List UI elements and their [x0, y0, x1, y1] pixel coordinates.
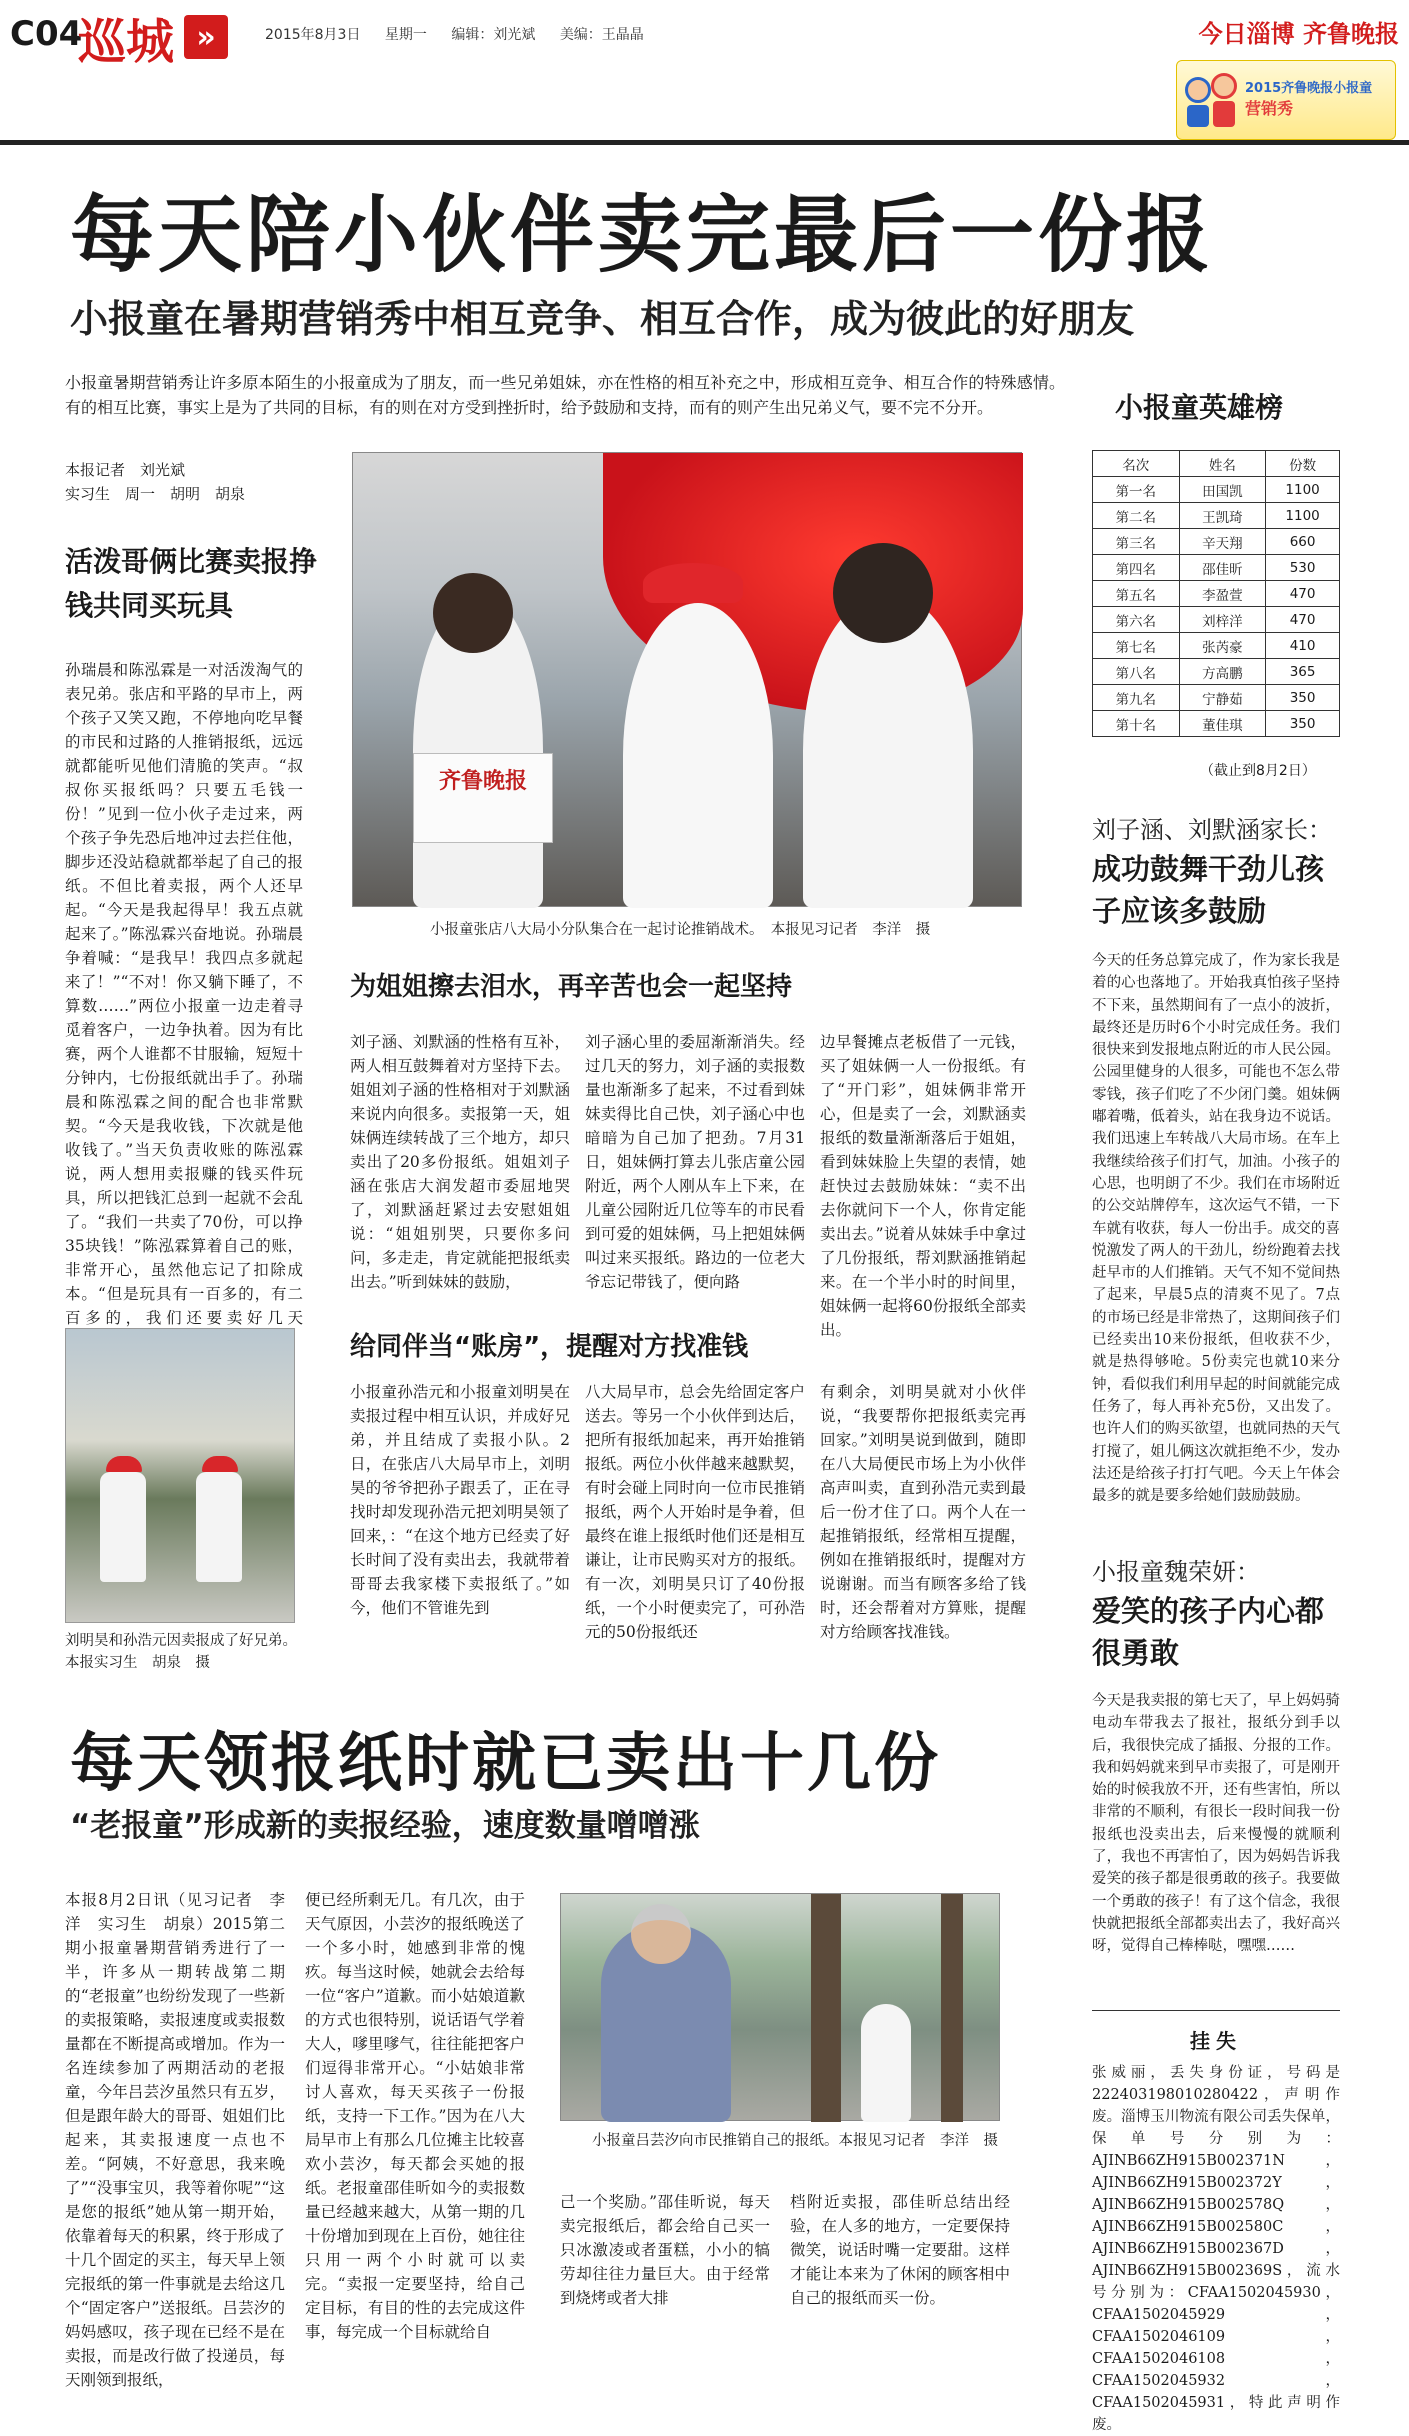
table-header-row — [1093, 451, 1340, 477]
section-heading-2: 为姐姐擦去泪水，再辛苦也会一起坚持 — [350, 972, 793, 1002]
rank-cell: 第六名 — [1093, 607, 1180, 633]
subheadline: 小报童在暑期营销秀中相互竞争、相互合作，成为彼此的好朋友 — [70, 297, 1135, 341]
count-cell: 410 — [1266, 633, 1340, 659]
count-cell: 1100 — [1266, 503, 1340, 529]
count-cell: 1100 — [1266, 477, 1340, 503]
rank-cell: 第八名 — [1093, 659, 1180, 685]
rank-cell: 第一名 — [1093, 477, 1180, 503]
name-cell: 董佳琪 — [1179, 711, 1266, 737]
article2-col4: 档附近卖报，邵佳昕总结出经验，在人多的地方，一定要保持微笑，说话时嘴一定要甜。这样才能让本来为了休闲的顾客相中自己的报纸而买一份。 — [790, 2193, 1010, 2307]
cartoon-kids-icon — [1185, 69, 1245, 131]
count-cell: 470 — [1266, 581, 1340, 607]
rank-cell: 第九名 — [1093, 685, 1180, 711]
issue-designer: 美编：王晶晶 — [559, 27, 644, 43]
page-number: C04 — [10, 14, 83, 54]
campaign-badge — [1176, 60, 1396, 140]
section-body-2-col1: 刘子涵、刘默涵的性格有互补，两人相互鼓舞着对方坚持下去。姐姐刘子涵的性格相对于刘默涵来说内向很多。卖报第一天，姐妹俩连续转战了三个地方，却只卖出了20多份报纸。姐姐刘子涵在张店大润发超市委屈地哭了，刘默涵赶紧过去安慰姐姐说：“姐姐别哭，只要你多问问，多走走，肯定就能把报纸卖出去。”听到妹妹的鼓励， — [350, 1033, 570, 1291]
name-cell: 宁静茹 — [1179, 685, 1266, 711]
rank-cell: 第七名 — [1093, 633, 1180, 659]
ranking-title: 小报童英雄榜 — [1115, 391, 1284, 424]
badge-line2: 营销秀 — [1245, 98, 1294, 118]
table-row — [1093, 529, 1340, 555]
count-cell: 365 — [1266, 659, 1340, 685]
article2-col2: 便已经所剩无几。有几次，由于天气原因，小芸汐的报纸晚送了一个多小时，她感到非常的愧疚。每当这时候，她就会去给每一位“客户”道歉。而小姑娘道歉的方式也很特别，说话语气学着大人，嗲里嗲气，往往能把客户们逗得非常开心。“小姑娘非常讨人喜欢，每天买孩子一份报纸，支持一下工作。”因为在八大局早市上有那么几位摊主比较喜欢小芸汐，每天都会买她的报纸。老报童邵佳昕如今的卖报数量已经越来越大，从第一期的几十份增加到现在上百份，她往往只用一两个小时就可以卖完。“卖报一定要坚持，给自己定目标，有目的性的去完成这件事，每完成一个目标就给自 — [305, 1891, 525, 2341]
header-divider — [0, 140, 1409, 145]
headline: 每天陪小伙伴卖完最后一份报 — [70, 186, 1215, 284]
name-cell: 辛天翔 — [1179, 529, 1266, 555]
section-body-3-col2: 八大局早市，总会先给固定客户送去。等另一个小伙伴到达后，把所有报纸加起来，再开始推销报纸。两位小伙伴越来越默契，有时会碰上同时向一位市民推销报纸，两个人开始时是争着，但最终在谁上报纸时他们还是相互谦让，让市民购买对方的报纸。有一次，刘明昊只订了40份报纸，一个小时便卖完了，可孙浩元的50份报纸还 — [585, 1383, 805, 1641]
count-cell: 530 — [1266, 555, 1340, 581]
photo3-caption: 小报童吕芸汐向市民推销自己的报纸。本报见习记者 李洋 摄 — [592, 2133, 998, 2149]
photo-two-boys — [65, 1328, 295, 1623]
table-row — [1093, 581, 1340, 607]
table-row — [1093, 503, 1340, 529]
badge-line1: 2015齐鲁晚报小报童 — [1245, 80, 1373, 96]
photo1-caption: 小报童张店八大局小分队集合在一起讨论推销战术。 本报见习记者 李洋 摄 — [430, 922, 931, 938]
section-body-1: 孙瑞晨和陈泓霖是一对活泼淘气的表兄弟。张店和平路的早市上，两个孩子又笑又跑，不停地向吃早餐的市民和过路的人推销报纸，远远就都能听见他们清脆的笑声。“叔叔你买报纸吗？只要五毛钱一份！”见到一位小伙子走过来，两个孩子争先恐后地冲过去拦住他，脚步还没站稳就都举起了自己的报纸。不但比着卖报，两个人还早起。“今天是我起得早！我五点就起来了。”陈泓霖兴奋地说。孙瑞晨争着喊：“是我早！我四点多就起来了！”“不对！你又躺下睡了，不算数……”两位小报童一边走着寻觅着客户，一边争执着。因为有比赛，两个人谁都不甘服输，短短十分钟内，七份报纸就出手了。孙瑞晨和陈泓霖之间的配合也非常默契。“今天是我收钱，下次就是他收钱了。”当天负责收账的陈泓霖说，两人想用卖报赚的钱买件玩具，所以把钱汇总到一起就不会乱了。“我们一共卖了70份，可以挣35块钱！”陈泓霖算着自己的账，非常开心，虽然他忘记了扣除成本。“但是玩具有一百多的，有二百多的，我们还要卖好几天 — [65, 661, 303, 1327]
photo2-caption: 刘明昊和孙浩元因卖报成了好兄弟。 本报实习生 胡泉 摄 — [65, 1633, 297, 1671]
section-body-3-col3: 有剩余，刘明昊就对小伙伴说，“我要帮你把报纸卖完再回家。”刘明昊说到做到，随即在八大局便民市场上为小伙伴高声叫卖，直到孙浩元卖到最后一份才住了口。两个人在一起推销报纸，经常相互提醒，例如在推销报纸时，提醒对方说谢谢。而当有顾客多给了钱时，还会帮着对方算账，提醒对方给顾客找准钱。 — [820, 1383, 1026, 1641]
sidebar2-heading: 爱笑的孩子内心都很勇敢 — [1092, 1594, 1325, 1670]
name-cell: 刘梓洋 — [1179, 607, 1266, 633]
table-row — [1093, 685, 1340, 711]
section-heading-3: 给同伴当“账房”，提醒对方找准钱 — [350, 1332, 749, 1362]
headline-2: 每天领报纸时就已卖出十几份 — [70, 1727, 941, 1801]
newspaper-brand: 今日淄博 齐鲁晚报 — [1198, 19, 1399, 48]
section-heading-1: 活泼哥俩比赛卖报挣钱共同买玩具 — [65, 545, 318, 622]
table-row — [1093, 711, 1340, 737]
sidebar1-body: 今天的任务总算完成了，作为家长我是着的心也落地了。开始我真怕孩子坚持不下来，虽然期间有了一点小的波折，最终还是历时6个小时完成任务。我们很快来到发报地点附近的市人民公园。公园里健身的人很多，可能也不怎么带零钱，孩子们吃了不少闭门羹。姐妹俩嘟着嘴，低着头，站在我身边不说话。我们迅速上车转战八大局市场。在车上我继续给孩子们打气，加油。小孩子的心思，也明朗了不少。我们在市场附近的公交站牌停车，这次运气不错，一下车就有收获，每人一份出手。成交的喜悦激发了两人的干劲儿，纷纷跑着去找赶早市的人们推销。天气不知不觉间热了起来，早晨5点的清爽不见了。7点的市场已经是非常热了，这期间孩子们已经卖出10来份报纸，但收获不少，就是热得够呛。5份卖完也就10来分钟，看似我们利用早起的时间就能完成任务了，每人再补充5份，又出发了。也许人们的购买欲望，也就同热的天气打搅了，姐儿俩这次就拒绝不少，发办法还是给孩子打打气吧。今天上午体会最多的就是要多给她们鼓励鼓励。 — [1092, 953, 1340, 1505]
subheadline-2: “老报童”形成新的卖报经验，速度数量噌噌涨 — [70, 1808, 700, 1844]
sidebar2-body: 今天是我卖报的第七天了，早上妈妈骑电动车带我去了报社，报纸分到手以后，我很快完成了插报、分报的工作。我和妈妈就来到早市卖报了，可是刚开始的时候我放不开，还有些害怕，所以非常的不顺利，有很长一段时间我一份报纸也没卖出去，后来慢慢的就顺利了，我也不再害怕了，因为妈妈告诉我爱笑的孩子都是很勇敢的孩子。我要做一个勇敢的孩子！有了这个信念，我很快就把报纸全部都卖出去了，我好高兴呀，觉得自己棒棒哒，嘿嘿…… — [1092, 1693, 1340, 1955]
name-cell: 张芮豪 — [1179, 633, 1266, 659]
count-cell: 350 — [1266, 685, 1340, 711]
count-cell: 350 — [1266, 711, 1340, 737]
table-row — [1093, 633, 1340, 659]
name-cell: 王凯琦 — [1179, 503, 1266, 529]
rank-cell: 第五名 — [1093, 581, 1180, 607]
newspaper-prop: 齐鲁晚报 — [413, 753, 553, 843]
table-row — [1093, 607, 1340, 633]
issue-date: 2015年8月3日 — [265, 27, 361, 43]
photo-newsboys-group — [352, 452, 1022, 907]
sidebar1-heading: 成功鼓舞干劲儿孩子应该多鼓励 — [1092, 852, 1325, 928]
photo-girl-selling — [560, 1893, 1000, 2121]
count-cell: 470 — [1266, 607, 1340, 633]
col-count: 份数 — [1266, 451, 1340, 477]
sidebar1-label: 刘子涵、刘默涵家长： — [1092, 816, 1332, 844]
issue-meta — [265, 24, 664, 44]
name-cell: 田国凯 — [1179, 477, 1266, 503]
section-label: 巡城 — [78, 13, 175, 70]
rank-cell: 第二名 — [1093, 503, 1180, 529]
name-cell: 李盈萱 — [1179, 581, 1266, 607]
notice-title: 挂失 — [1190, 2029, 1242, 2053]
notice-divider — [1092, 2010, 1340, 2011]
rank-cell: 第十名 — [1093, 711, 1180, 737]
rank-cell: 第四名 — [1093, 555, 1180, 581]
section-body-2-col3: 边早餐摊点老板借了一元钱，买了姐妹俩一人一份报纸。有了“开门彩”，姐妹俩非常开心，但是卖了一会，刘默涵卖报纸的数量渐渐落后于姐姐，看到妹妹脸上失望的表情，她赶快过去鼓励妹妹：“卖不出去你就问下一个人，你肯定能卖出去。”说着从妹妹手中拿过了几份报纸，帮刘默涵推销起来。在一个半小时的时间里，姐妹俩一起将60份报纸全部卖出。 — [820, 1033, 1026, 1339]
ranking-table — [1092, 450, 1340, 737]
name-cell: 邵佳昕 — [1179, 555, 1266, 581]
section-body-2-col2: 刘子涵心里的委屈渐渐消失。经过几天的努力，刘子涵的卖报数量也渐渐多了起来，不过看到妹妹卖得比自己快，刘子涵心中也暗暗为自己加了把劲。7月31日，姐妹俩打算去儿张店童公园附近，两个人刚从车上下来，在儿童公园附近几位等车的市民看到可爱的姐妹俩，马上把姐妹俩叫过来买报纸。路边的一位老大爷忘记带钱了，便向路 — [585, 1033, 805, 1291]
issue-weekday: 星期一 — [384, 27, 427, 43]
issue-editor: 编辑：刘光斌 — [451, 27, 536, 43]
byline — [65, 458, 325, 506]
sidebar2-label: 小报童魏荣妍： — [1092, 1558, 1260, 1586]
rank-cell: 第三名 — [1093, 529, 1180, 555]
ranking-note: （截止到8月2日） — [1200, 763, 1316, 779]
double-chevron-icon: » — [184, 15, 228, 59]
table-row — [1093, 555, 1340, 581]
count-cell: 660 — [1266, 529, 1340, 555]
article2-col3: 己一个奖励。”邵佳昕说，每天卖完报纸后，都会给自己买一只冰激凌或者蛋糕，小小的犒劳却往往力量巨大。由于经常到烧烤或者大排 — [560, 2193, 770, 2307]
col-rank: 名次 — [1093, 451, 1180, 477]
section-body-3-col1: 小报童孙浩元和小报童刘明昊在卖报过程中相互认识，并成好兄弟，并且结成了卖报小队。2日，在张店八大局早市上，刘明昊的爷爷把孙子跟丢了，正在寻找时却发现孙浩元把刘明昊领了回来，：“在这个地方已经卖了好长时间了没有卖出去，我就带着哥哥去我家楼下卖报纸了。”如今，他们不管谁先到 — [350, 1383, 570, 1617]
lead-paragraph: 小报童暑期营销秀让许多原本陌生的小报童成为了朋友，而一些兄弟姐妹，亦在性格的相互补充之中，形成相互竞争、相互合作的特殊感情。有的相互比赛，事实上是为了共同的目标，有的则在对方受到挫折时，给予鼓励和支持，而有的则产生出兄弟义气，要不完不分开。 — [65, 373, 1065, 417]
article2-col1: 本报8月2日讯（见习记者 李洋 实习生 胡泉）2015第二期小报童暑期营销秀进行了一半，许多从一期转战第二期的“老报童”也纷纷发现了一些新的卖报策略，卖报速度或卖报数量都在不断提高或增加。作为一名连续参加了两期活动的老报童，今年吕芸汐虽然只有五岁，但是跟年龄大的哥哥、姐姐们比起来，其卖报速度一点也不差。“阿姨，不好意思，我来晚了”“没事宝贝，我等着你呢”“这是您的报纸”她从第一期开始，依靠着每天的积累，终于形成了十几个固定的买主，每天早上领完报纸的第一件事就是去给这几个“固定客户”送报纸。吕芸汐的妈妈感叹，孩子现在已经不是在卖报，而是改行做了投递员，每天刚领到报纸， — [65, 1891, 285, 2389]
table-row — [1093, 659, 1340, 685]
name-cell: 方高鹏 — [1179, 659, 1266, 685]
notice-body: 张威丽，丢失身份证，号码是222403198010280422，声明作废。淄博玉川物流有限公司丢失保单，保单号分别为：AJINB66ZH915B002371N，AJINB66ZH915B002372Y，AJINB66ZH915B002578Q，AJINB66ZH915B002580C，AJINB66ZH915B002367D，AJINB66ZH915B002369S，流水号分别为：CFAA1502045930，CFAA1502045929，CFAA1502046109，CFAA1502046108，CFAA1502045932，CFAA1502045931，特此声明作废。 — [1092, 2065, 1340, 2433]
col-name: 姓名 — [1179, 451, 1266, 477]
byline-interns: 实习生 周一 胡明 胡泉 — [65, 485, 246, 503]
table-row — [1093, 477, 1340, 503]
section-banner — [78, 8, 253, 70]
byline-reporter: 本报记者 刘光斌 — [65, 461, 186, 479]
